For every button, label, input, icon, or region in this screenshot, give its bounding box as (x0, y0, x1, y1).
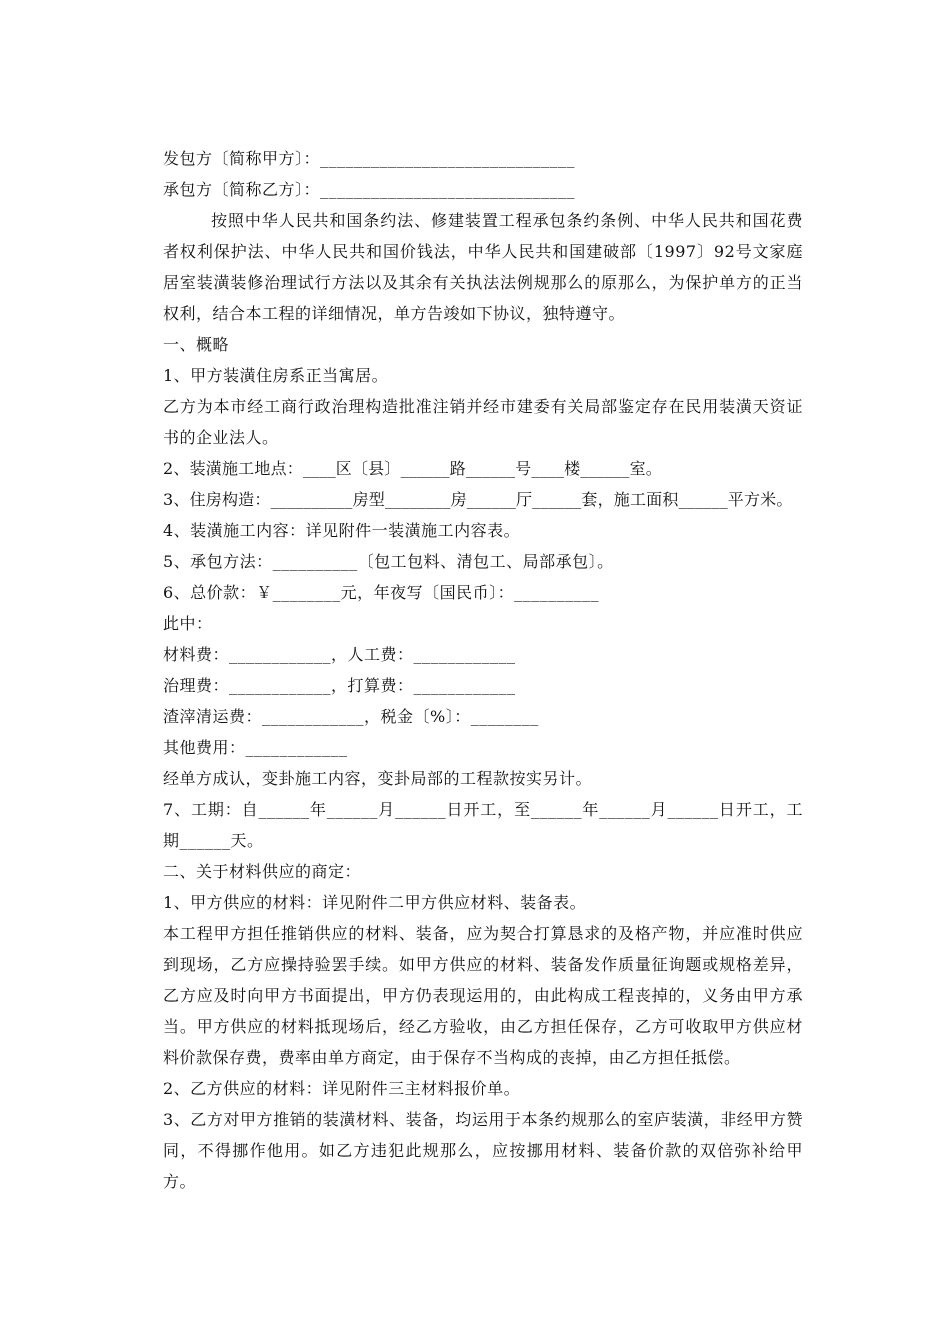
section-1-heading: 一、概略 (163, 335, 230, 354)
preamble-paragraph: 按照中华人民共和国条约法、修建装置工程承包条约条例、中华人民共和国花费者权利保护法、中华人民共和国价钱法，中华人民共和国建破部〔1997〕92号文家庭居室装潢装修治理试行方法以及其余有关执法法例规那么的原那么，为保护单方的正当权利，结合本工程的详细情况，单方告竣如下协议，独特遵守。 (163, 211, 803, 323)
item-7-schedule: 7、工期：自______年______月______日开工，至______年______月______日开工，工期______天。 (163, 800, 803, 850)
item-6-sub-heading: 此中： (163, 614, 213, 633)
fee-line-other: 其他费用：____________ (163, 738, 348, 757)
item-5-method: 5、承包方法：__________〔包工包料、清包工、局部承包〕。 (163, 552, 614, 571)
s2-item-1-detail: 本工程甲方担任推销供应的材料、装备，应为契合打算恳求的及格产物，并应准时供应到现场，乙方应操持验罢手续。如甲方供应的材料、装备发作质量征询题或规格差异，乙方应及时向甲方书面提出，甲方仍表现运用的，由此构成工程丧掉的，义务由甲方承当。甲方供应的材料抵现场后，经乙方验收，由乙方担任保存，乙方可收取甲方供应材料价款保存费，费率由单方商定，由于保存不当构成的丧掉，由乙方担任抵偿。 (163, 924, 803, 1067)
item-4-content: 4、装潢施工内容：详见附件一装潢施工内容表。 (163, 521, 521, 540)
party-a-line: 发包方〔简称甲方〕：______________________________ (163, 149, 576, 168)
fee-line-waste-tax: 渣滓清运费：____________，税金〔%〕：________ (163, 707, 539, 726)
s2-item-2: 2、乙方供应的材料：详见附件三主材料报价单。 (163, 1079, 521, 1098)
item-1: 1、甲方装潢住房系正当寓居。 (163, 366, 389, 385)
s2-item-3: 3、乙方对甲方推销的装潢材料、装备，均运用于本条约规那么的室庐装潢，非经甲方赞同，不得挪作他用。如乙方违犯此规那么，应按挪用材料、装备价款的双倍弥补给甲方。 (163, 1110, 803, 1191)
s2-item-1: 1、甲方供应的材料：详见附件二甲方供应材料、装备表。 (163, 893, 587, 912)
item-6-total-price: 6、总价款：￥________元，年夜写〔国民币〕：__________ (163, 583, 600, 602)
item-1-detail: 乙方为本市经工商行政治理构造批准注销并经市建委有关局部鉴定存在民用装潢天资证书的企业法人。 (163, 397, 803, 447)
item-2-address: 2、装潢施工地点：____区〔县〕______路______号____楼______室。 (163, 459, 662, 478)
contract-body (163, 143, 803, 1197)
party-b-line: 承包方〔简称乙方〕：______________________________ (163, 180, 576, 199)
item-3-structure: 3、住房构造：__________房型________房______厅______套，施工面积______平方米。 (163, 490, 793, 509)
fee-line-materials-labor: 材料费：____________，人工费：____________ (163, 645, 516, 664)
section-2-heading: 二、关于材料供应的商定： (163, 862, 362, 881)
fee-note: 经单方成认，变卦施工内容，变卦局部的工程款按实另计。 (163, 769, 593, 788)
fee-line-management-design: 治理费：____________，打算费：____________ (163, 676, 516, 695)
